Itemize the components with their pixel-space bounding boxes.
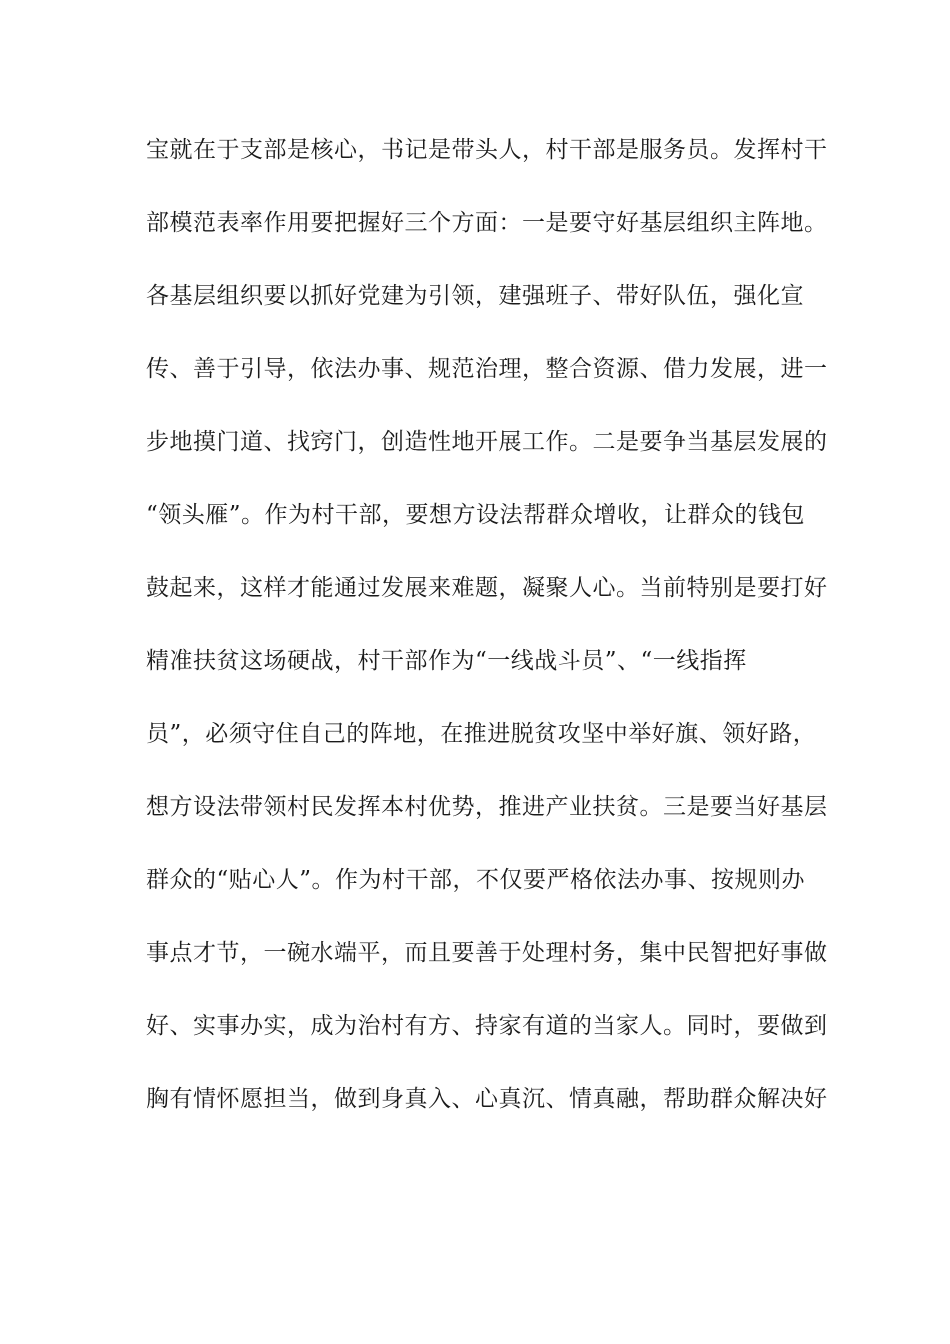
text-line: 胸有情怀愿担当，做到身真入、心真沉、情真融，帮助群众解决好 [146, 1086, 828, 1112]
text-line: 事点才节，一碗水端平，而且要善于处理村务，集中民智把好事做 [146, 940, 828, 966]
body-paragraph [146, 128, 828, 1150]
text-line: “领头雁”。作为村干部，要想方设法帮群众增收，让群众的钱包 [146, 502, 806, 528]
text-line: 想方设法带领村民发挥本村优势，推进产业扶贫。三是要当好基层 [146, 794, 828, 820]
text-line: 好、实事办实，成为治村有方、持家有道的当家人。同时，要做到 [146, 1013, 828, 1039]
text-line: 传、善于引导，依法办事、规范治理，整合资源、借力发展，进一 [146, 356, 828, 382]
text-line: 各基层组织要以抓好党建为引领，建强班子、带好队伍，强化宣 [146, 283, 804, 309]
text-line: 鼓起来，这样才能通过发展来难题，凝聚人心。当前特别是要打好 [146, 575, 828, 601]
text-line: 宝就在于支部是核心，书记是带头人，村干部是服务员。发挥村干 [146, 137, 828, 163]
text-line: 精准扶贫这场硬战，村干部作为“一线战斗员”、“一线指挥 [146, 648, 747, 674]
text-line: 员”，必须守住自己的阵地，在推进脱贫攻坚中举好旗、领好路， [146, 721, 817, 747]
text-line: 步地摸门道、找窍门，创造性地开展工作。二是要争当基层发展的 [146, 429, 828, 455]
text-line: 部模范表率作用要把握好三个方面：一是要守好基层组织主阵地。 [146, 210, 828, 236]
text-line: 群众的“贴心人”。作为村干部，不仅要严格依法办事、按规则办 [146, 867, 806, 893]
